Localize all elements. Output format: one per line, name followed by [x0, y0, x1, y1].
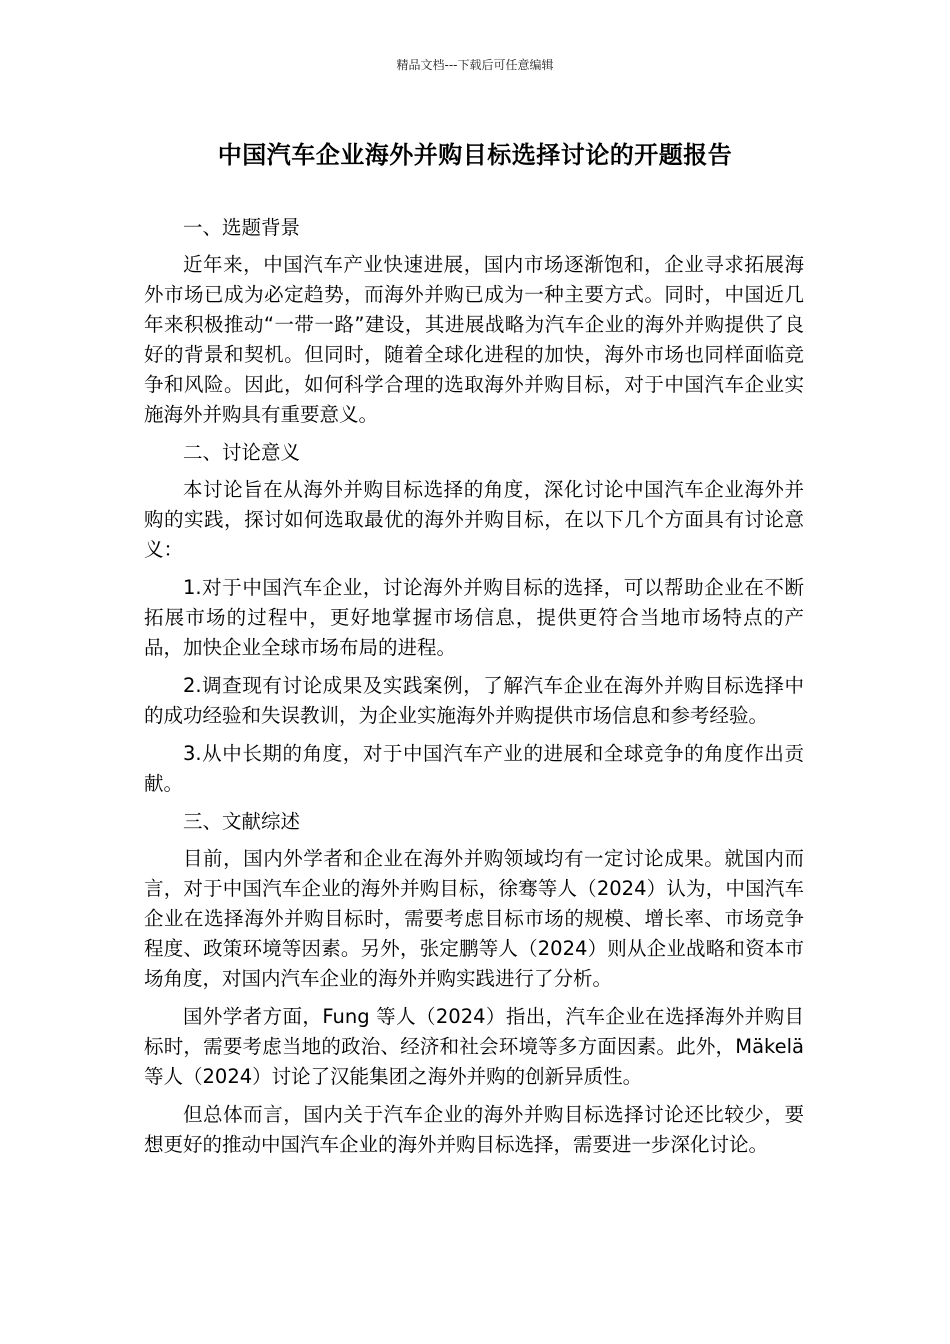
significance-item-2: 2.调查现有讨论成果及实践案例，了解汽车企业在海外并购目标选择中的成功经验和失误教训，为企业实施海外并购提供市场信息和参考经验。: [144, 674, 804, 727]
document-title: 中国汽车企业海外并购目标选择讨论的开题报告: [217, 141, 733, 169]
section-heading-significance: 二、讨论意义: [183, 441, 301, 464]
significance-item-1: 1.对于中国汽车企业，讨论海外并购目标的选择，可以帮助企业在不断拓展市场的过程中，更好地掌握市场信息，提供更符合当地市场特点的产品，加快企业全球市场布局的进程。: [144, 576, 804, 659]
paragraph-background: 近年来，中国汽车产业快速进展，国内市场逐渐饱和，企业寻求拓展海外市场已成为必定趋势，而海外并购已成为一种主要方式。同时，中国近几年来积极推动“一带一路”建设，其进展战略为汽车企业的海外并购提供了良好的背景和契机。但同时，随着全球化进程的加快，海外市场也同样面临竞争和风险。因此，如何科学合理的选取海外并购目标，对于中国汽车企业实施海外并购具有重要意义。: [144, 253, 804, 426]
page-header-note: 精品文档---下载后可任意编辑: [396, 58, 554, 72]
paragraph-literature-domestic: 目前，国内外学者和企业在海外并购领域均有一定讨论成果。就国内而言，对于中国汽车企业的海外并购目标，徐骞等人（2024）认为，中国汽车企业在选择海外并购目标时，需要考虑目标市场的规模、增长率、市场竞争程度、政策环境等因素。另外，张定鹏等人（2024）则从企业战略和资本市场角度，对国内汽车企业的海外并购实践进行了分析。: [144, 847, 804, 990]
section-heading-background: 一、选题背景: [183, 216, 301, 239]
paragraph-significance-intro: 本讨论旨在从海外并购目标选择的角度，深化讨论中国汽车企业海外并购的实践，探讨如何选取最优的海外并购目标，在以下几个方面具有讨论意义：: [144, 478, 804, 561]
section-heading-literature: 三、文献综述: [183, 810, 301, 833]
paragraph-literature-summary: 但总体而言，国内关于汽车企业的海外并购目标选择讨论还比较少，要想更好的推动中国汽车企业的海外并购目标选择，需要进一步深化讨论。: [144, 1103, 804, 1156]
document-body: [144, 213, 804, 1168]
significance-item-3: 3.从中长期的角度，对于中国汽车产业的进展和全球竞争的角度作出贡献。: [144, 742, 804, 795]
paragraph-literature-foreign: 国外学者方面，Fung 等人（2024）指出，汽车企业在选择海外并购目标时，需要考虑当地的政治、经济和社会环境等多方面因素。此外，Mäkelä 等人（2024）讨论了汉能集团之海外并购的创新异质性。: [144, 1005, 804, 1088]
